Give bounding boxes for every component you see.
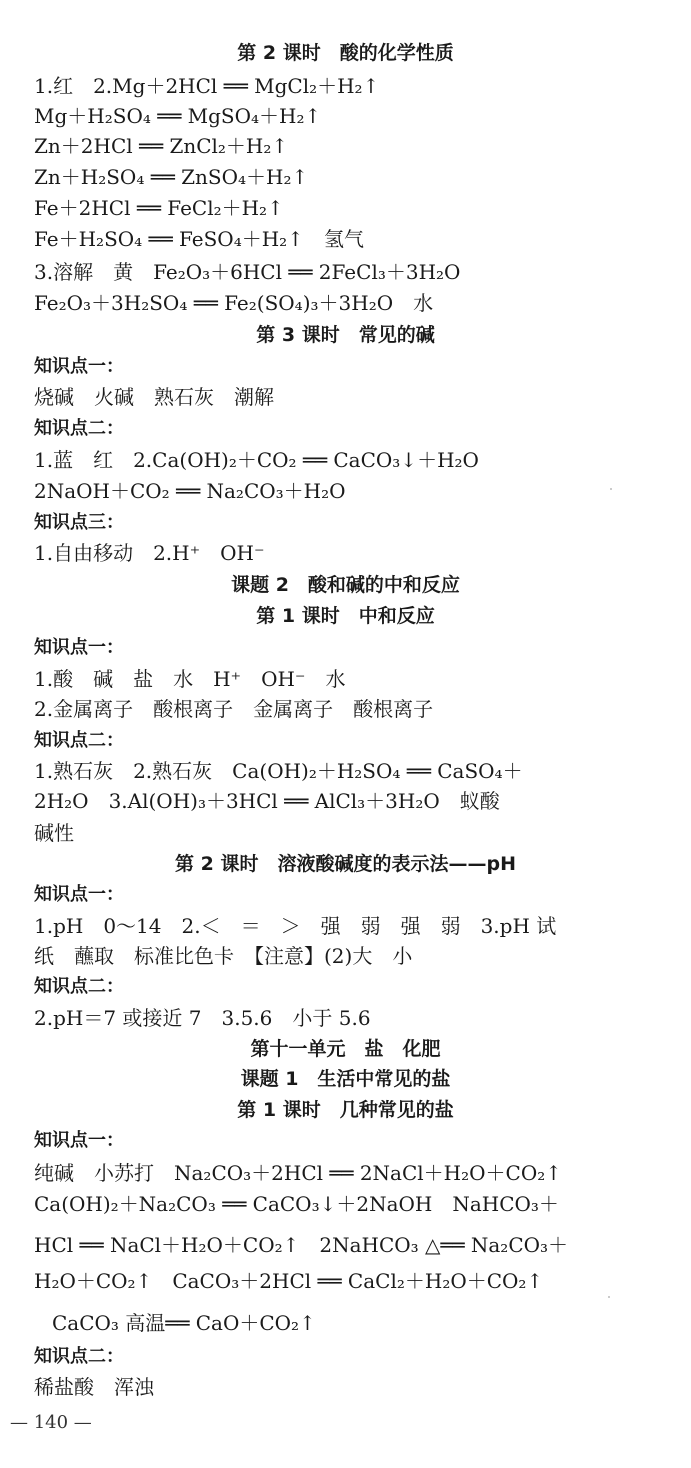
answer-line: HCl ══ NaCl＋H₂O＋CO₂↑ 2NaHCO₃ △══ Na₂CO₃＋ — [34, 1233, 569, 1257]
answer-line: 2NaOH＋CO₂ ══ Na₂CO₃＋H₂O — [34, 479, 346, 503]
answer-line: 1.蓝 红 2.Ca(OH)₂＋CO₂ ══ CaCO₃↓＋H₂O — [34, 448, 479, 472]
knowledge-point-heading: 知识点二： — [34, 730, 124, 751]
knowledge-point-heading: 知识点二： — [34, 976, 124, 997]
answer-line: 烧碱 火碱 熟石灰 潮解 — [34, 385, 274, 409]
answer-line: 2.金属离子 酸根离子 金属离子 酸根离子 — [34, 697, 434, 721]
answer-line: Ca(OH)₂＋Na₂CO₃ ══ CaCO₃↓＋2NaOH NaHCO₃＋ — [34, 1192, 559, 1216]
knowledge-point-heading: 知识点三： — [34, 512, 124, 533]
answer-line: 1.自由移动 2.H⁺ OH⁻ — [34, 541, 265, 565]
answer-line: 碱性 — [34, 821, 74, 845]
scan-speck — [610, 488, 612, 490]
answer-line: 纯碱 小苏打 Na₂CO₃＋2HCl ══ 2NaCl＋H₂O＋CO₂↑ — [34, 1161, 562, 1185]
knowledge-point-heading: 知识点一： — [34, 884, 124, 905]
section-title: 第 1 课时 几种常见的盐 — [237, 1099, 454, 1121]
answer-line: 1.红 2.Mg＋2HCl ══ MgCl₂＋H₂↑ — [34, 74, 380, 98]
answer-line: Zn＋2HCl ══ ZnCl₂＋H₂↑ — [34, 134, 289, 158]
answer-line: 2.pH＝7 或接近 7 3.5.6 小于 5.6 — [34, 1006, 371, 1030]
answer-line: Fe＋2HCl ══ FeCl₂＋H₂↑ — [34, 196, 284, 220]
answer-line: Fe₂O₃＋3H₂SO₄ ══ Fe₂(SO₄)₃＋3H₂O 水 — [34, 291, 434, 315]
page-number: — 140 — — [10, 1412, 92, 1433]
knowledge-point-heading: 知识点一： — [34, 637, 124, 658]
section-title: 第 3 课时 常见的碱 — [256, 324, 435, 346]
knowledge-point-heading: 知识点一： — [34, 1130, 124, 1151]
knowledge-point-heading: 知识点一： — [34, 356, 124, 377]
section-title: 第 2 课时 溶液酸碱度的表示法——pH — [175, 853, 516, 875]
answer-line: Zn＋H₂SO₄ ══ ZnSO₄＋H₂↑ — [34, 165, 309, 189]
answer-line: CaCO₃ 高温══ CaO＋CO₂↑ — [52, 1311, 316, 1335]
knowledge-point-heading: 知识点二： — [34, 418, 124, 439]
section-title: 课题 2 酸和碱的中和反应 — [231, 574, 460, 596]
answer-line: 3.溶解 黄 Fe₂O₃＋6HCl ══ 2FeCl₃＋3H₂O — [34, 260, 461, 284]
section-title: 第 1 课时 中和反应 — [256, 605, 435, 627]
knowledge-point-heading: 知识点二： — [34, 1346, 124, 1367]
section-title: 第十一单元 盐 化肥 — [250, 1038, 441, 1060]
answer-line: H₂O＋CO₂↑ CaCO₃＋2HCl ══ CaCl₂＋H₂O＋CO₂↑ — [34, 1269, 544, 1293]
answer-line: 2H₂O 3.Al(OH)₃＋3HCl ══ AlCl₃＋3H₂O 蚁酸 — [34, 789, 500, 813]
answer-line: Mg＋H₂SO₄ ══ MgSO₄＋H₂↑ — [34, 104, 322, 128]
answer-line: 1.酸 碱 盐 水 H⁺ OH⁻ 水 — [34, 667, 346, 691]
answer-line: 纸 蘸取 标准比色卡 【注意】(2)大 小 — [34, 944, 413, 968]
answer-line: 1.熟石灰 2.熟石灰 Ca(OH)₂＋H₂SO₄ ══ CaSO₄＋ — [34, 759, 523, 783]
section-title: 第 2 课时 酸的化学性质 — [237, 42, 454, 64]
answer-line: Fe＋H₂SO₄ ══ FeSO₄＋H₂↑ 氢气 — [34, 227, 364, 251]
section-title: 课题 1 生活中常见的盐 — [240, 1068, 451, 1090]
answer-line: 1.pH 0～14 2.＜ ＝ ＞ 强 弱 强 弱 3.pH 试 — [34, 914, 557, 938]
scan-speck — [608, 1296, 610, 1298]
answer-line: 稀盐酸 浑浊 — [34, 1375, 154, 1399]
